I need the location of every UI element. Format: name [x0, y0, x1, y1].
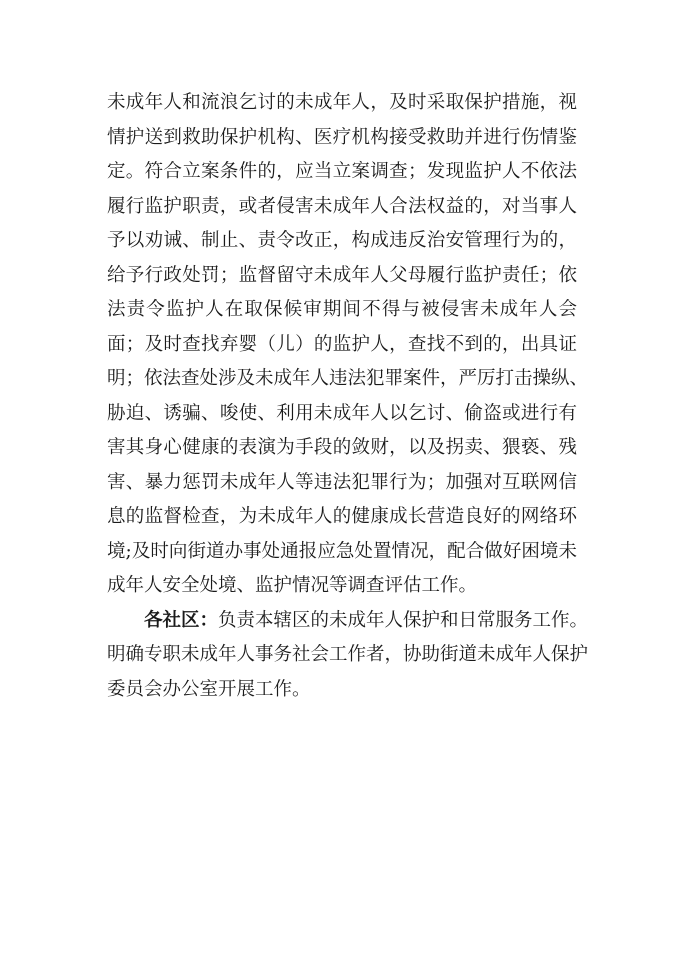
paragraph-community-duties	[107, 604, 589, 708]
text-line: 胁迫、诱骗、唆使、利用未成年人以乞讨、偷盗或进行有	[107, 402, 577, 424]
text-line: 明；依法查处涉及未成年人违法犯罪案件，严厉打击操纵、	[107, 368, 589, 389]
text-line: 害、暴力惩罚未成年人等违法犯罪行为；加强对互联网信	[107, 471, 577, 493]
text-line-first	[107, 604, 589, 639]
text-line: 情护送到救助保护机构、医疗机构接受救助并进行伤情鉴	[107, 126, 577, 148]
text-line: 予以劝诫、制止、责令改正，构成违反治安管理行为的，	[107, 230, 577, 251]
text-line: 给予行政处罚；监督留守未成年人父母履行监护责任；依	[107, 264, 577, 286]
text-line: 委员会办公室开展工作。	[107, 678, 311, 700]
text-line: 面；及时查找弃婴（儿）的监护人，查找不到的，出具证	[107, 333, 577, 355]
document-body	[107, 86, 589, 707]
text-line: 履行监护职责，或者侵害未成年人合法权益的，对当事人	[107, 195, 577, 217]
paragraph-police-duties	[107, 86, 589, 604]
text-line: 法责令监护人在取保候审期间不得与被侵害未成年人会	[107, 299, 577, 320]
text-line: 境;及时向街道办事处通报应急处置情况，配合做好困境未	[107, 540, 577, 562]
text-segment: 负责本辖区的未成年人保护和日常服务工作。	[218, 609, 589, 631]
text-line: 害其身心健康的表演为手段的敛财，以及拐卖、猥亵、残	[107, 437, 577, 458]
text-line: 息的监督检查，为未成年人的健康成长营造良好的网络环	[107, 506, 577, 527]
text-line: 定。符合立案条件的，应当立案调查；发现监护人不依法	[107, 161, 577, 182]
text-line: 明确专职未成年人事务社会工作者，协助街道未成年人保护	[107, 644, 589, 665]
section-heading: 各社区：	[144, 609, 219, 631]
text-line: 未成年人和流浪乞讨的未成年人，及时采取保护措施，视	[107, 92, 577, 113]
text-line: 成年人安全处境、监护情况等调查评估工作。	[107, 575, 478, 596]
